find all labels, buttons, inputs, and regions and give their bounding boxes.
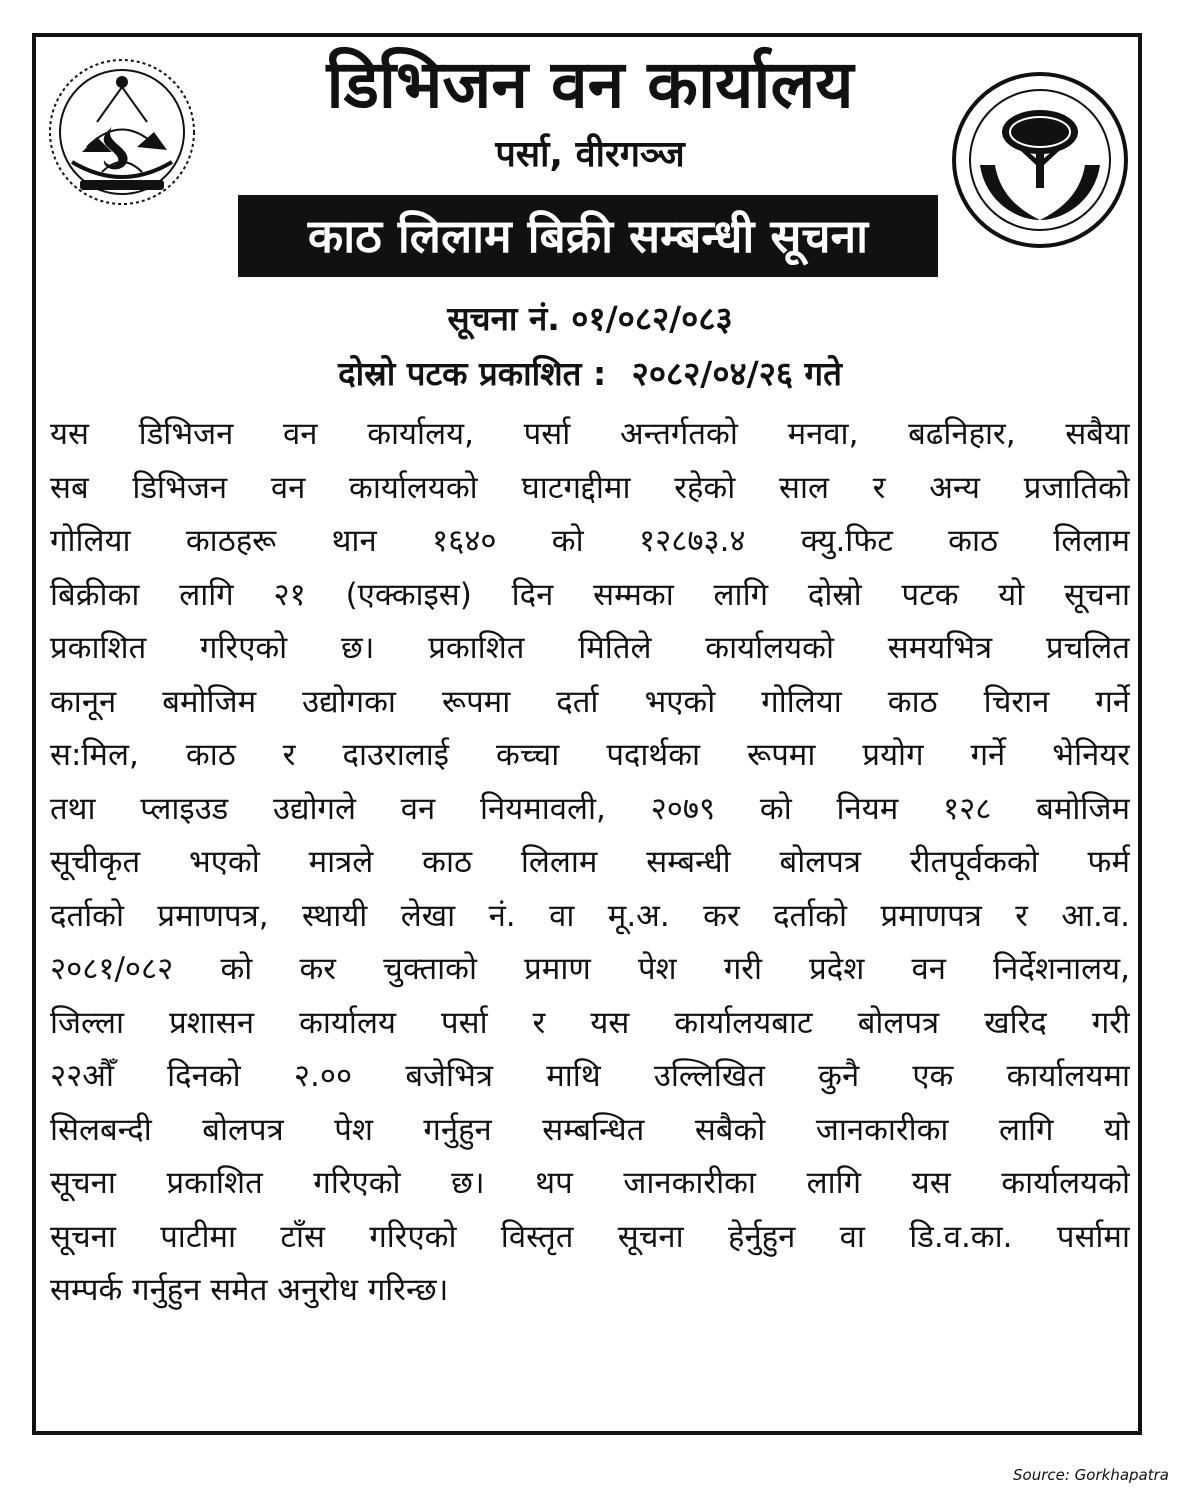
body-line: यस डिभिजन वन कार्यालय, पर्सा अन्तर्गतको मनवा, बढनिहार, सबैया xyxy=(50,416,1130,452)
nepal-government-emblem-icon xyxy=(42,52,202,212)
body-line: २२औँ दिनको २.०० बजेभित्र माथि उल्लिखित कुनै एक कार्यालयमा xyxy=(50,1058,1130,1094)
body-line: सब डिभिजन वन कार्यालयको घाटगद्दीमा रहेको साल र अन्य प्रजातिको xyxy=(50,469,1130,506)
office-location: पर्सा, वीरगञ्ज xyxy=(495,134,685,175)
body-line: जिल्ला प्रशासन कार्यालय पर्सा र यस कार्यालयबाट बोलपत्र खरिद गरी xyxy=(50,1004,1130,1041)
body-line: सूचना प्रकाशित गरिएको छ। थप जानकारीका लागि यस कार्यालयको xyxy=(50,1165,1130,1201)
body-line: सिलबन्दी बोलपत्र पेश गर्नुहुन सम्बन्धित सबैको जानकारीका लागि यो xyxy=(50,1111,1130,1148)
body-line: सूचना पाटीमा टाँस गरिएको विस्तृत सूचना हेर्नुहुन वा डि.व.का. पर्सामा xyxy=(50,1218,1130,1255)
notice-number: सूचना नं. ०१/०८२/०८३ xyxy=(447,299,733,338)
notice-body xyxy=(50,408,1130,1318)
body-line: तथा प्लाइउड उद्योगले वन नियमावली, २०७९ को नियम १२८ बमोजिम xyxy=(50,790,1130,827)
body-line: बिक्रीका लागि २१ (एक्काइस) दिन सम्मका लागि दोस्रो पटक यो सूचना xyxy=(50,576,1130,613)
published-date: २०८२/०४/२६ गते xyxy=(631,354,842,393)
notice-title: काठ लिलाम बिक्री सम्बन्धी सूचना xyxy=(238,195,938,277)
forest-department-logo-icon xyxy=(950,70,1130,250)
body-line: कानून बमोजिम उद्योगका रूपमा दर्ता भएको गोलिया काठ चिरान गर्ने xyxy=(50,683,1130,720)
published-info xyxy=(40,350,1140,398)
body-line: सूचीकृत भएको मात्रले काठ लिलाम सम्बन्धी बोलपत्र रीतपूर्वकको फर्म xyxy=(50,844,1130,880)
published-label: दोस्रो पटक प्रकाशित : xyxy=(338,354,607,393)
office-name: डिभिजन वन कार्यालय xyxy=(326,46,854,123)
body-line: स:मिल, काठ र दाउरालाई कच्चा पदार्थका रूपमा प्रयोग गर्ने भेनियर xyxy=(50,737,1130,773)
body-line: प्रकाशित गरिएको छ। प्रकाशित मितिले कार्यालयको समयभित्र प्रचलित xyxy=(50,630,1130,666)
body-line: २०८१/०८२ को कर चुक्ताको प्रमाण पेश गरी प्रदेश वन निर्देशनालय, xyxy=(50,951,1130,987)
source-credit: Source: Gorkhapatra xyxy=(1013,1466,1169,1484)
body-line: सम्पर्क गर्नुहुन समेत अनुरोध गरिन्छ। xyxy=(50,1272,449,1308)
body-line: गोलिया काठहरू थान १६४० को १२८७३.४ क्यु.फिट काठ लिलाम xyxy=(50,523,1130,559)
body-line: दर्ताको प्रमाणपत्र, स्थायी लेखा नं. वा मू.अ. कर दर्ताको प्रमाणपत्र र आ.व. xyxy=(50,897,1130,934)
